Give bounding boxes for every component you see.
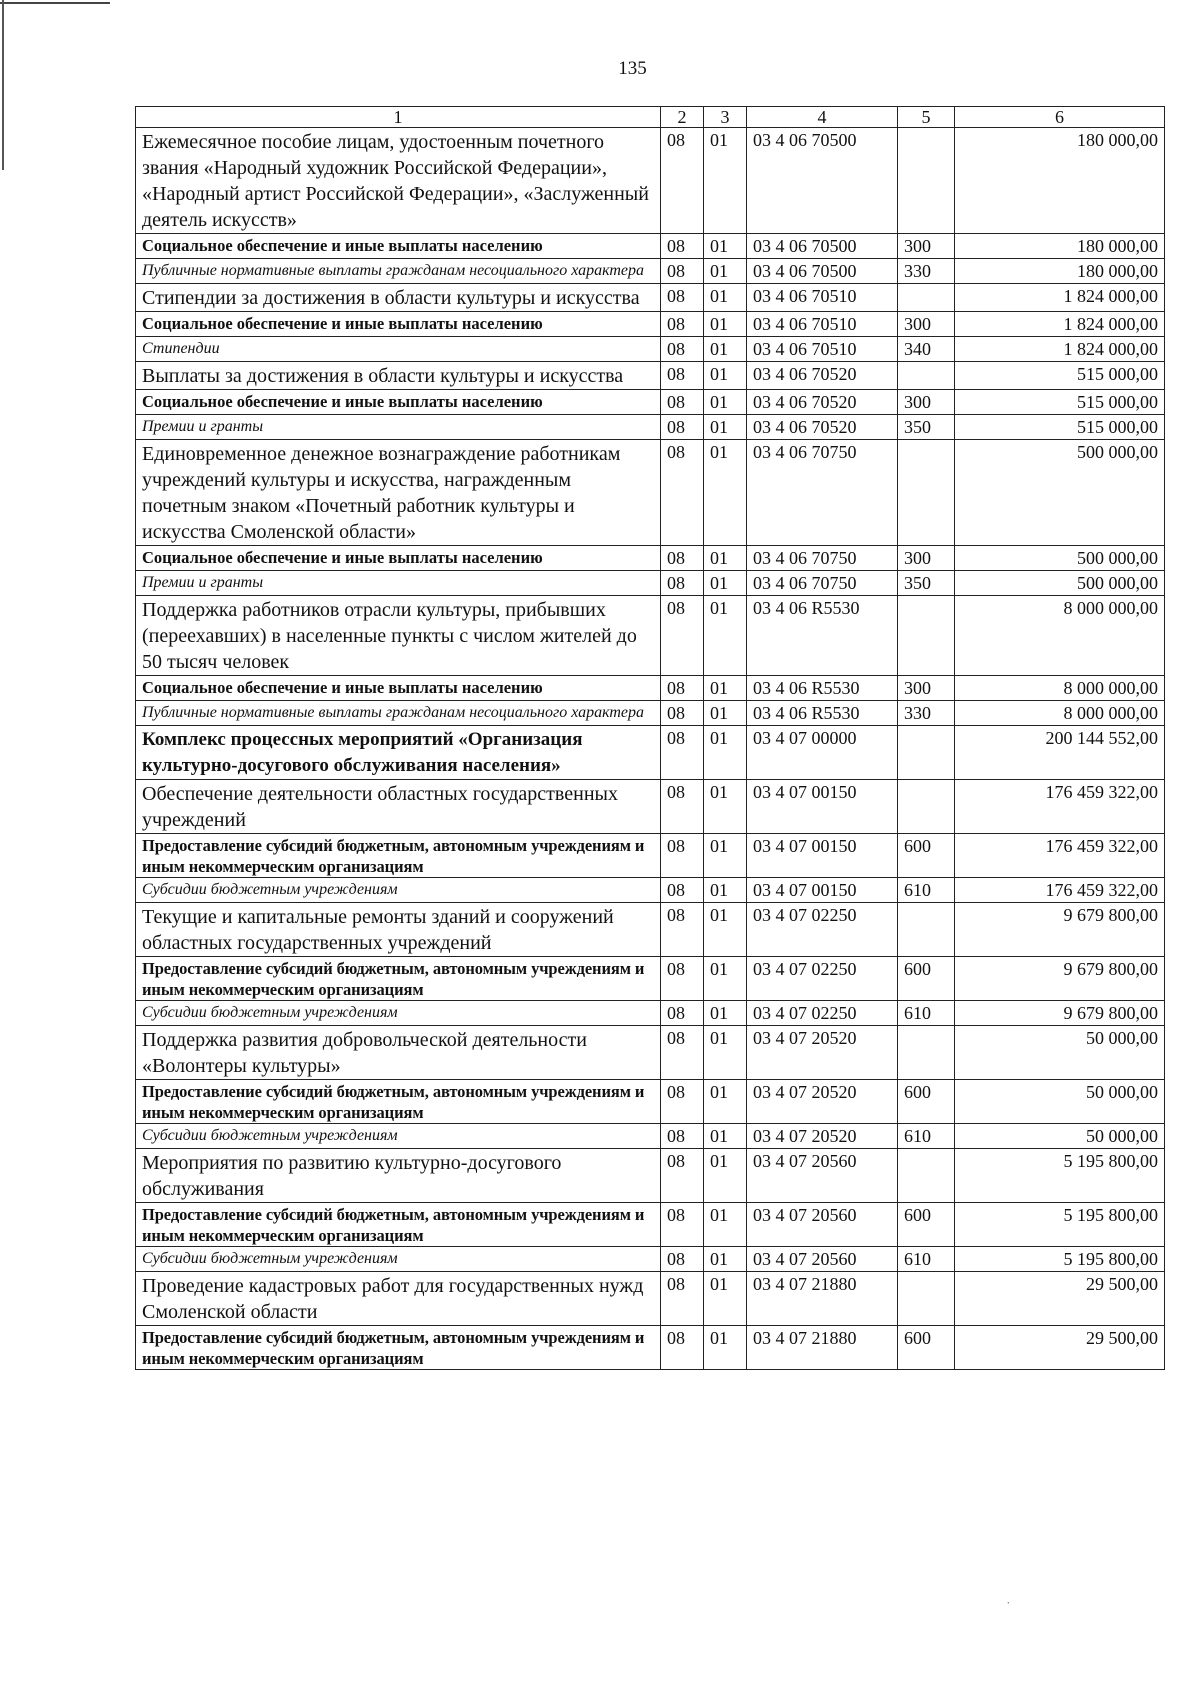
expense-type-cell: 350 — [898, 571, 955, 596]
expense-type-cell: 600 — [898, 1203, 955, 1247]
expense-type-cell: 600 — [898, 1080, 955, 1124]
amount-cell: 500 000,00 — [955, 546, 1165, 571]
table-row — [136, 128, 1165, 234]
expense-type-cell — [898, 128, 955, 234]
section-cell: 08 — [661, 1149, 704, 1203]
target-article-cell: 03 4 07 20520 — [747, 1026, 898, 1080]
subsection-cell: 01 — [704, 726, 747, 780]
section-cell: 08 — [661, 128, 704, 234]
amount-cell: 180 000,00 — [955, 259, 1165, 284]
table-row — [136, 878, 1165, 903]
subsection-cell: 01 — [704, 415, 747, 440]
section-cell: 08 — [661, 903, 704, 957]
subsection-cell: 01 — [704, 1149, 747, 1203]
section-cell: 08 — [661, 878, 704, 903]
header-cell: 2 — [661, 107, 704, 128]
section-cell: 08 — [661, 596, 704, 676]
subsection-cell: 01 — [704, 701, 747, 726]
amount-cell: 9 679 800,00 — [955, 957, 1165, 1001]
target-article-cell: 03 4 07 00000 — [747, 726, 898, 780]
expense-type-cell: 300 — [898, 390, 955, 415]
section-cell: 08 — [661, 337, 704, 362]
amount-cell: 50 000,00 — [955, 1026, 1165, 1080]
expense-type-cell: 600 — [898, 834, 955, 878]
subsection-cell: 01 — [704, 571, 747, 596]
table-row — [136, 415, 1165, 440]
target-article-cell: 03 4 06 70500 — [747, 259, 898, 284]
amount-cell: 29 500,00 — [955, 1326, 1165, 1370]
target-article-cell: 03 4 07 02250 — [747, 957, 898, 1001]
subsection-cell: 01 — [704, 1026, 747, 1080]
section-cell: 08 — [661, 234, 704, 259]
amount-cell: 50 000,00 — [955, 1124, 1165, 1149]
amount-cell: 1 824 000,00 — [955, 337, 1165, 362]
subsection-cell: 01 — [704, 440, 747, 546]
header-cell: 6 — [955, 107, 1165, 128]
target-article-cell: 03 4 06 70510 — [747, 312, 898, 337]
target-article-cell: 03 4 07 20560 — [747, 1247, 898, 1272]
item-name-cell: Предоставление субсидий бюджетным, автономным учреждениям и иным некоммерческим организациям — [136, 1080, 661, 1124]
table-row — [136, 234, 1165, 259]
table-row — [136, 312, 1165, 337]
expense-type-cell: 350 — [898, 415, 955, 440]
section-cell: 08 — [661, 571, 704, 596]
section-cell: 08 — [661, 1272, 704, 1326]
target-article-cell: 03 4 07 20520 — [747, 1080, 898, 1124]
target-article-cell: 03 4 06 70520 — [747, 362, 898, 390]
item-name-cell: Социальное обеспечение и иные выплаты населению — [136, 546, 661, 571]
section-cell: 08 — [661, 284, 704, 312]
expense-type-cell: 610 — [898, 878, 955, 903]
budget-table-body — [136, 107, 1165, 1370]
item-name-cell: Предоставление субсидий бюджетным, автономным учреждениям и иным некоммерческим организациям — [136, 957, 661, 1001]
target-article-cell: 03 4 07 02250 — [747, 903, 898, 957]
expense-type-cell — [898, 726, 955, 780]
section-cell: 08 — [661, 1001, 704, 1026]
target-article-cell: 03 4 06 70520 — [747, 390, 898, 415]
expense-type-cell: 330 — [898, 259, 955, 284]
table-row — [136, 1203, 1165, 1247]
table-row — [136, 1247, 1165, 1272]
expense-type-cell — [898, 596, 955, 676]
item-name-cell: Социальное обеспечение и иные выплаты населению — [136, 676, 661, 701]
table-row — [136, 596, 1165, 676]
item-name-cell: Премии и гранты — [136, 415, 661, 440]
item-name-cell: Социальное обеспечение и иные выплаты населению — [136, 390, 661, 415]
section-cell: 08 — [661, 1124, 704, 1149]
section-cell: 08 — [661, 1026, 704, 1080]
target-article-cell: 03 4 06 R5530 — [747, 701, 898, 726]
table-row — [136, 676, 1165, 701]
target-article-cell: 03 4 06 70750 — [747, 546, 898, 571]
subsection-cell: 01 — [704, 878, 747, 903]
section-cell: 08 — [661, 676, 704, 701]
amount-cell: 5 195 800,00 — [955, 1247, 1165, 1272]
target-article-cell: 03 4 07 20560 — [747, 1149, 898, 1203]
target-article-cell: 03 4 06 70500 — [747, 234, 898, 259]
item-name-cell: Публичные нормативные выплаты гражданам несоциального характера — [136, 701, 661, 726]
amount-cell: 1 824 000,00 — [955, 312, 1165, 337]
table-header-row — [136, 107, 1165, 128]
item-name-cell: Единовременное денежное вознаграждение работникам учреждений культуры и искусства, награжденным почетным знаком «Почетный работник культуры и искусства Смоленской области» — [136, 440, 661, 546]
subsection-cell: 01 — [704, 834, 747, 878]
scan-edge-line — [2, 0, 4, 170]
subsection-cell: 01 — [704, 546, 747, 571]
amount-cell: 180 000,00 — [955, 128, 1165, 234]
table-row — [136, 571, 1165, 596]
amount-cell: 500 000,00 — [955, 440, 1165, 546]
table-row — [136, 1124, 1165, 1149]
expense-type-cell: 610 — [898, 1247, 955, 1272]
section-cell: 08 — [661, 1247, 704, 1272]
item-name-cell: Субсидии бюджетным учреждениям — [136, 1124, 661, 1149]
table-row — [136, 1326, 1165, 1370]
target-article-cell: 03 4 06 70750 — [747, 571, 898, 596]
target-article-cell: 03 4 07 02250 — [747, 1001, 898, 1026]
item-name-cell: Поддержка работников отрасли культуры, прибывших (переехавших) в населенные пункты с числом жителей до 50 тысяч человек — [136, 596, 661, 676]
item-name-cell: Проведение кадастровых работ для государственных нужд Смоленской области — [136, 1272, 661, 1326]
amount-cell: 50 000,00 — [955, 1080, 1165, 1124]
amount-cell: 200 144 552,00 — [955, 726, 1165, 780]
expense-type-cell: 600 — [898, 957, 955, 1001]
subsection-cell: 01 — [704, 957, 747, 1001]
amount-cell: 5 195 800,00 — [955, 1203, 1165, 1247]
section-cell: 08 — [661, 415, 704, 440]
item-name-cell: Субсидии бюджетным учреждениям — [136, 1001, 661, 1026]
item-name-cell: Субсидии бюджетным учреждениям — [136, 878, 661, 903]
table-row — [136, 1272, 1165, 1326]
item-name-cell: Публичные нормативные выплаты гражданам несоциального характера — [136, 259, 661, 284]
section-cell: 08 — [661, 1326, 704, 1370]
expense-type-cell — [898, 903, 955, 957]
item-name-cell: Ежемесячное пособие лицам, удостоенным почетного звания «Народный художник Российской Федерации», «Народный артист Российской Федерации», «Заслуженный деятель искусств» — [136, 128, 661, 234]
amount-cell: 176 459 322,00 — [955, 834, 1165, 878]
expense-type-cell: 300 — [898, 312, 955, 337]
item-name-cell: Комплекс процессных мероприятий «Организация культурно-досугового обслуживания населения» — [136, 726, 661, 780]
target-article-cell: 03 4 06 70500 — [747, 128, 898, 234]
header-cell: 1 — [136, 107, 661, 128]
item-name-cell: Текущие и капитальные ремонты зданий и сооружений областных государственных учреждений — [136, 903, 661, 957]
expense-type-cell — [898, 1026, 955, 1080]
expense-type-cell: 300 — [898, 546, 955, 571]
subsection-cell: 01 — [704, 596, 747, 676]
table-row — [136, 701, 1165, 726]
amount-cell: 515 000,00 — [955, 415, 1165, 440]
subsection-cell: 01 — [704, 1326, 747, 1370]
table-row — [136, 337, 1165, 362]
section-cell: 08 — [661, 701, 704, 726]
item-name-cell: Субсидии бюджетным учреждениям — [136, 1247, 661, 1272]
expense-type-cell — [898, 780, 955, 834]
table-row — [136, 903, 1165, 957]
item-name-cell: Мероприятия по развитию культурно-досугового обслуживания — [136, 1149, 661, 1203]
section-cell: 08 — [661, 390, 704, 415]
target-article-cell: 03 4 07 00150 — [747, 780, 898, 834]
expense-type-cell: 610 — [898, 1001, 955, 1026]
table-row — [136, 1026, 1165, 1080]
subsection-cell: 01 — [704, 1272, 747, 1326]
section-cell: 08 — [661, 726, 704, 780]
table-row — [136, 259, 1165, 284]
target-article-cell: 03 4 06 70750 — [747, 440, 898, 546]
header-cell: 4 — [747, 107, 898, 128]
target-article-cell: 03 4 06 70510 — [747, 337, 898, 362]
expense-type-cell — [898, 1149, 955, 1203]
item-name-cell: Социальное обеспечение и иные выплаты населению — [136, 312, 661, 337]
subsection-cell: 01 — [704, 1124, 747, 1149]
section-cell: 08 — [661, 546, 704, 571]
table-row — [136, 780, 1165, 834]
amount-cell: 515 000,00 — [955, 362, 1165, 390]
target-article-cell: 03 4 06 70510 — [747, 284, 898, 312]
amount-cell: 9 679 800,00 — [955, 903, 1165, 957]
table-row — [136, 284, 1165, 312]
item-name-cell: Поддержка развития добровольческой деятельности «Волонтеры культуры» — [136, 1026, 661, 1080]
expense-type-cell — [898, 1272, 955, 1326]
subsection-cell: 01 — [704, 390, 747, 415]
target-article-cell: 03 4 06 R5530 — [747, 676, 898, 701]
section-cell: 08 — [661, 312, 704, 337]
target-article-cell: 03 4 07 00150 — [747, 834, 898, 878]
amount-cell: 8 000 000,00 — [955, 701, 1165, 726]
section-cell: 08 — [661, 259, 704, 284]
table-row — [136, 834, 1165, 878]
item-name-cell: Стипендии — [136, 337, 661, 362]
amount-cell: 29 500,00 — [955, 1272, 1165, 1326]
amount-cell: 8 000 000,00 — [955, 596, 1165, 676]
amount-cell: 5 195 800,00 — [955, 1149, 1165, 1203]
header-cell: 3 — [704, 107, 747, 128]
table-row — [136, 726, 1165, 780]
scan-dot: ˙ — [1006, 1600, 1011, 1615]
section-cell: 08 — [661, 780, 704, 834]
section-cell: 08 — [661, 362, 704, 390]
item-name-cell: Предоставление субсидий бюджетным, автономным учреждениям и иным некоммерческим организациям — [136, 1326, 661, 1370]
table-row — [136, 957, 1165, 1001]
item-name-cell: Обеспечение деятельности областных государственных учреждений — [136, 780, 661, 834]
expense-type-cell: 610 — [898, 1124, 955, 1149]
item-name-cell: Выплаты за достижения в области культуры и искусства — [136, 362, 661, 390]
expense-type-cell: 330 — [898, 701, 955, 726]
subsection-cell: 01 — [704, 259, 747, 284]
table-row — [136, 546, 1165, 571]
amount-cell: 9 679 800,00 — [955, 1001, 1165, 1026]
amount-cell: 500 000,00 — [955, 571, 1165, 596]
section-cell: 08 — [661, 440, 704, 546]
subsection-cell: 01 — [704, 234, 747, 259]
amount-cell: 176 459 322,00 — [955, 878, 1165, 903]
header-cell: 5 — [898, 107, 955, 128]
section-cell: 08 — [661, 1080, 704, 1124]
expense-type-cell: 300 — [898, 234, 955, 259]
expense-type-cell: 300 — [898, 676, 955, 701]
subsection-cell: 01 — [704, 337, 747, 362]
subsection-cell: 01 — [704, 1080, 747, 1124]
item-name-cell: Социальное обеспечение и иные выплаты населению — [136, 234, 661, 259]
section-cell: 08 — [661, 834, 704, 878]
expense-type-cell — [898, 440, 955, 546]
table-row — [136, 1149, 1165, 1203]
subsection-cell: 01 — [704, 1203, 747, 1247]
subsection-cell: 01 — [704, 312, 747, 337]
subsection-cell: 01 — [704, 128, 747, 234]
subsection-cell: 01 — [704, 903, 747, 957]
table-row — [136, 1080, 1165, 1124]
subsection-cell: 01 — [704, 676, 747, 701]
amount-cell: 8 000 000,00 — [955, 676, 1165, 701]
item-name-cell: Предоставление субсидий бюджетным, автономным учреждениям и иным некоммерческим организациям — [136, 834, 661, 878]
section-cell: 08 — [661, 1203, 704, 1247]
expense-type-cell — [898, 284, 955, 312]
target-article-cell: 03 4 06 R5530 — [747, 596, 898, 676]
subsection-cell: 01 — [704, 284, 747, 312]
expense-type-cell — [898, 362, 955, 390]
item-name-cell: Предоставление субсидий бюджетным, автономным учреждениям и иным некоммерческим организациям — [136, 1203, 661, 1247]
expense-type-cell: 340 — [898, 337, 955, 362]
table-row — [136, 440, 1165, 546]
expense-type-cell: 600 — [898, 1326, 955, 1370]
subsection-cell: 01 — [704, 1247, 747, 1272]
target-article-cell: 03 4 06 70520 — [747, 415, 898, 440]
table-row — [136, 362, 1165, 390]
amount-cell: 515 000,00 — [955, 390, 1165, 415]
target-article-cell: 03 4 07 21880 — [747, 1272, 898, 1326]
item-name-cell: Премии и гранты — [136, 571, 661, 596]
target-article-cell: 03 4 07 20560 — [747, 1203, 898, 1247]
amount-cell: 1 824 000,00 — [955, 284, 1165, 312]
amount-cell: 176 459 322,00 — [955, 780, 1165, 834]
table-row — [136, 390, 1165, 415]
subsection-cell: 01 — [704, 1001, 747, 1026]
budget-table — [135, 106, 1165, 1370]
target-article-cell: 03 4 07 21880 — [747, 1326, 898, 1370]
amount-cell: 180 000,00 — [955, 234, 1165, 259]
scan-edge-line — [0, 2, 110, 4]
target-article-cell: 03 4 07 20520 — [747, 1124, 898, 1149]
section-cell: 08 — [661, 957, 704, 1001]
item-name-cell: Стипендии за достижения в области культуры и искусства — [136, 284, 661, 312]
subsection-cell: 01 — [704, 780, 747, 834]
table-row — [136, 1001, 1165, 1026]
target-article-cell: 03 4 07 00150 — [747, 878, 898, 903]
page-number: 135 — [618, 58, 647, 79]
subsection-cell: 01 — [704, 362, 747, 390]
